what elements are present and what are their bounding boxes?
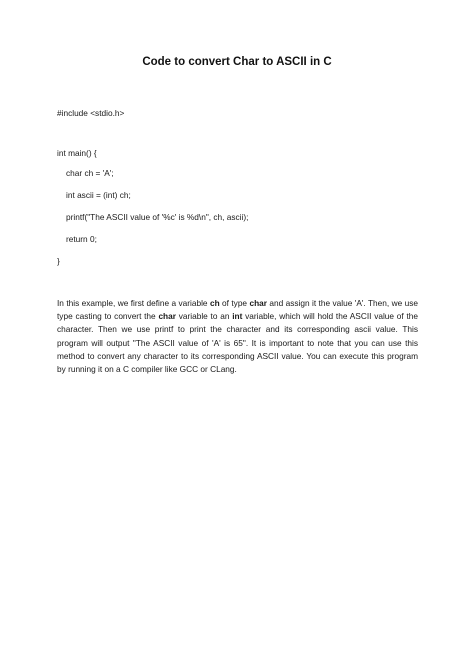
code-line-main-open: int main() { <box>57 148 97 158</box>
paragraph-text: In this example, we first define a variable <box>57 298 210 308</box>
paragraph-bold-int: int <box>232 311 243 322</box>
code-line-decl-ascii: int ascii = (int) ch; <box>66 190 131 200</box>
paragraph-text: of type <box>219 298 250 308</box>
document-title: Code to convert Char to ASCII in C <box>142 56 332 68</box>
code-line-include: #include <stdio.h> <box>57 108 125 118</box>
code-line-main-close: } <box>57 256 60 266</box>
code-line-return: return 0; <box>66 234 97 244</box>
code-line-printf: printf("The ASCII value of '%c' is %d\n", ch, ascii); <box>66 212 249 222</box>
code-line-decl-ch: char ch = 'A'; <box>66 168 114 178</box>
paragraph-text: and assign it the value 'A'. Then, we use type casting to convert the <box>57 298 418 322</box>
paragraph-text: variable to an <box>175 311 233 322</box>
paragraph-bold-char: char <box>158 311 176 322</box>
paragraph-text: variable, which will hold the ASCII value of the character. Then we use printf to print the character and its corresponding ascii value. This program will output "The ASCII value of 'A' is 65". It is important to note that you can use this method to convert any character to its corresponding ASCII value. You can execute this program by running it on a C compiler like GCC or CLang. <box>57 311 418 375</box>
explanation-paragraph <box>57 297 418 376</box>
paragraph-bold-char: char <box>249 298 267 308</box>
paragraph-bold-ch: ch <box>209 298 220 308</box>
